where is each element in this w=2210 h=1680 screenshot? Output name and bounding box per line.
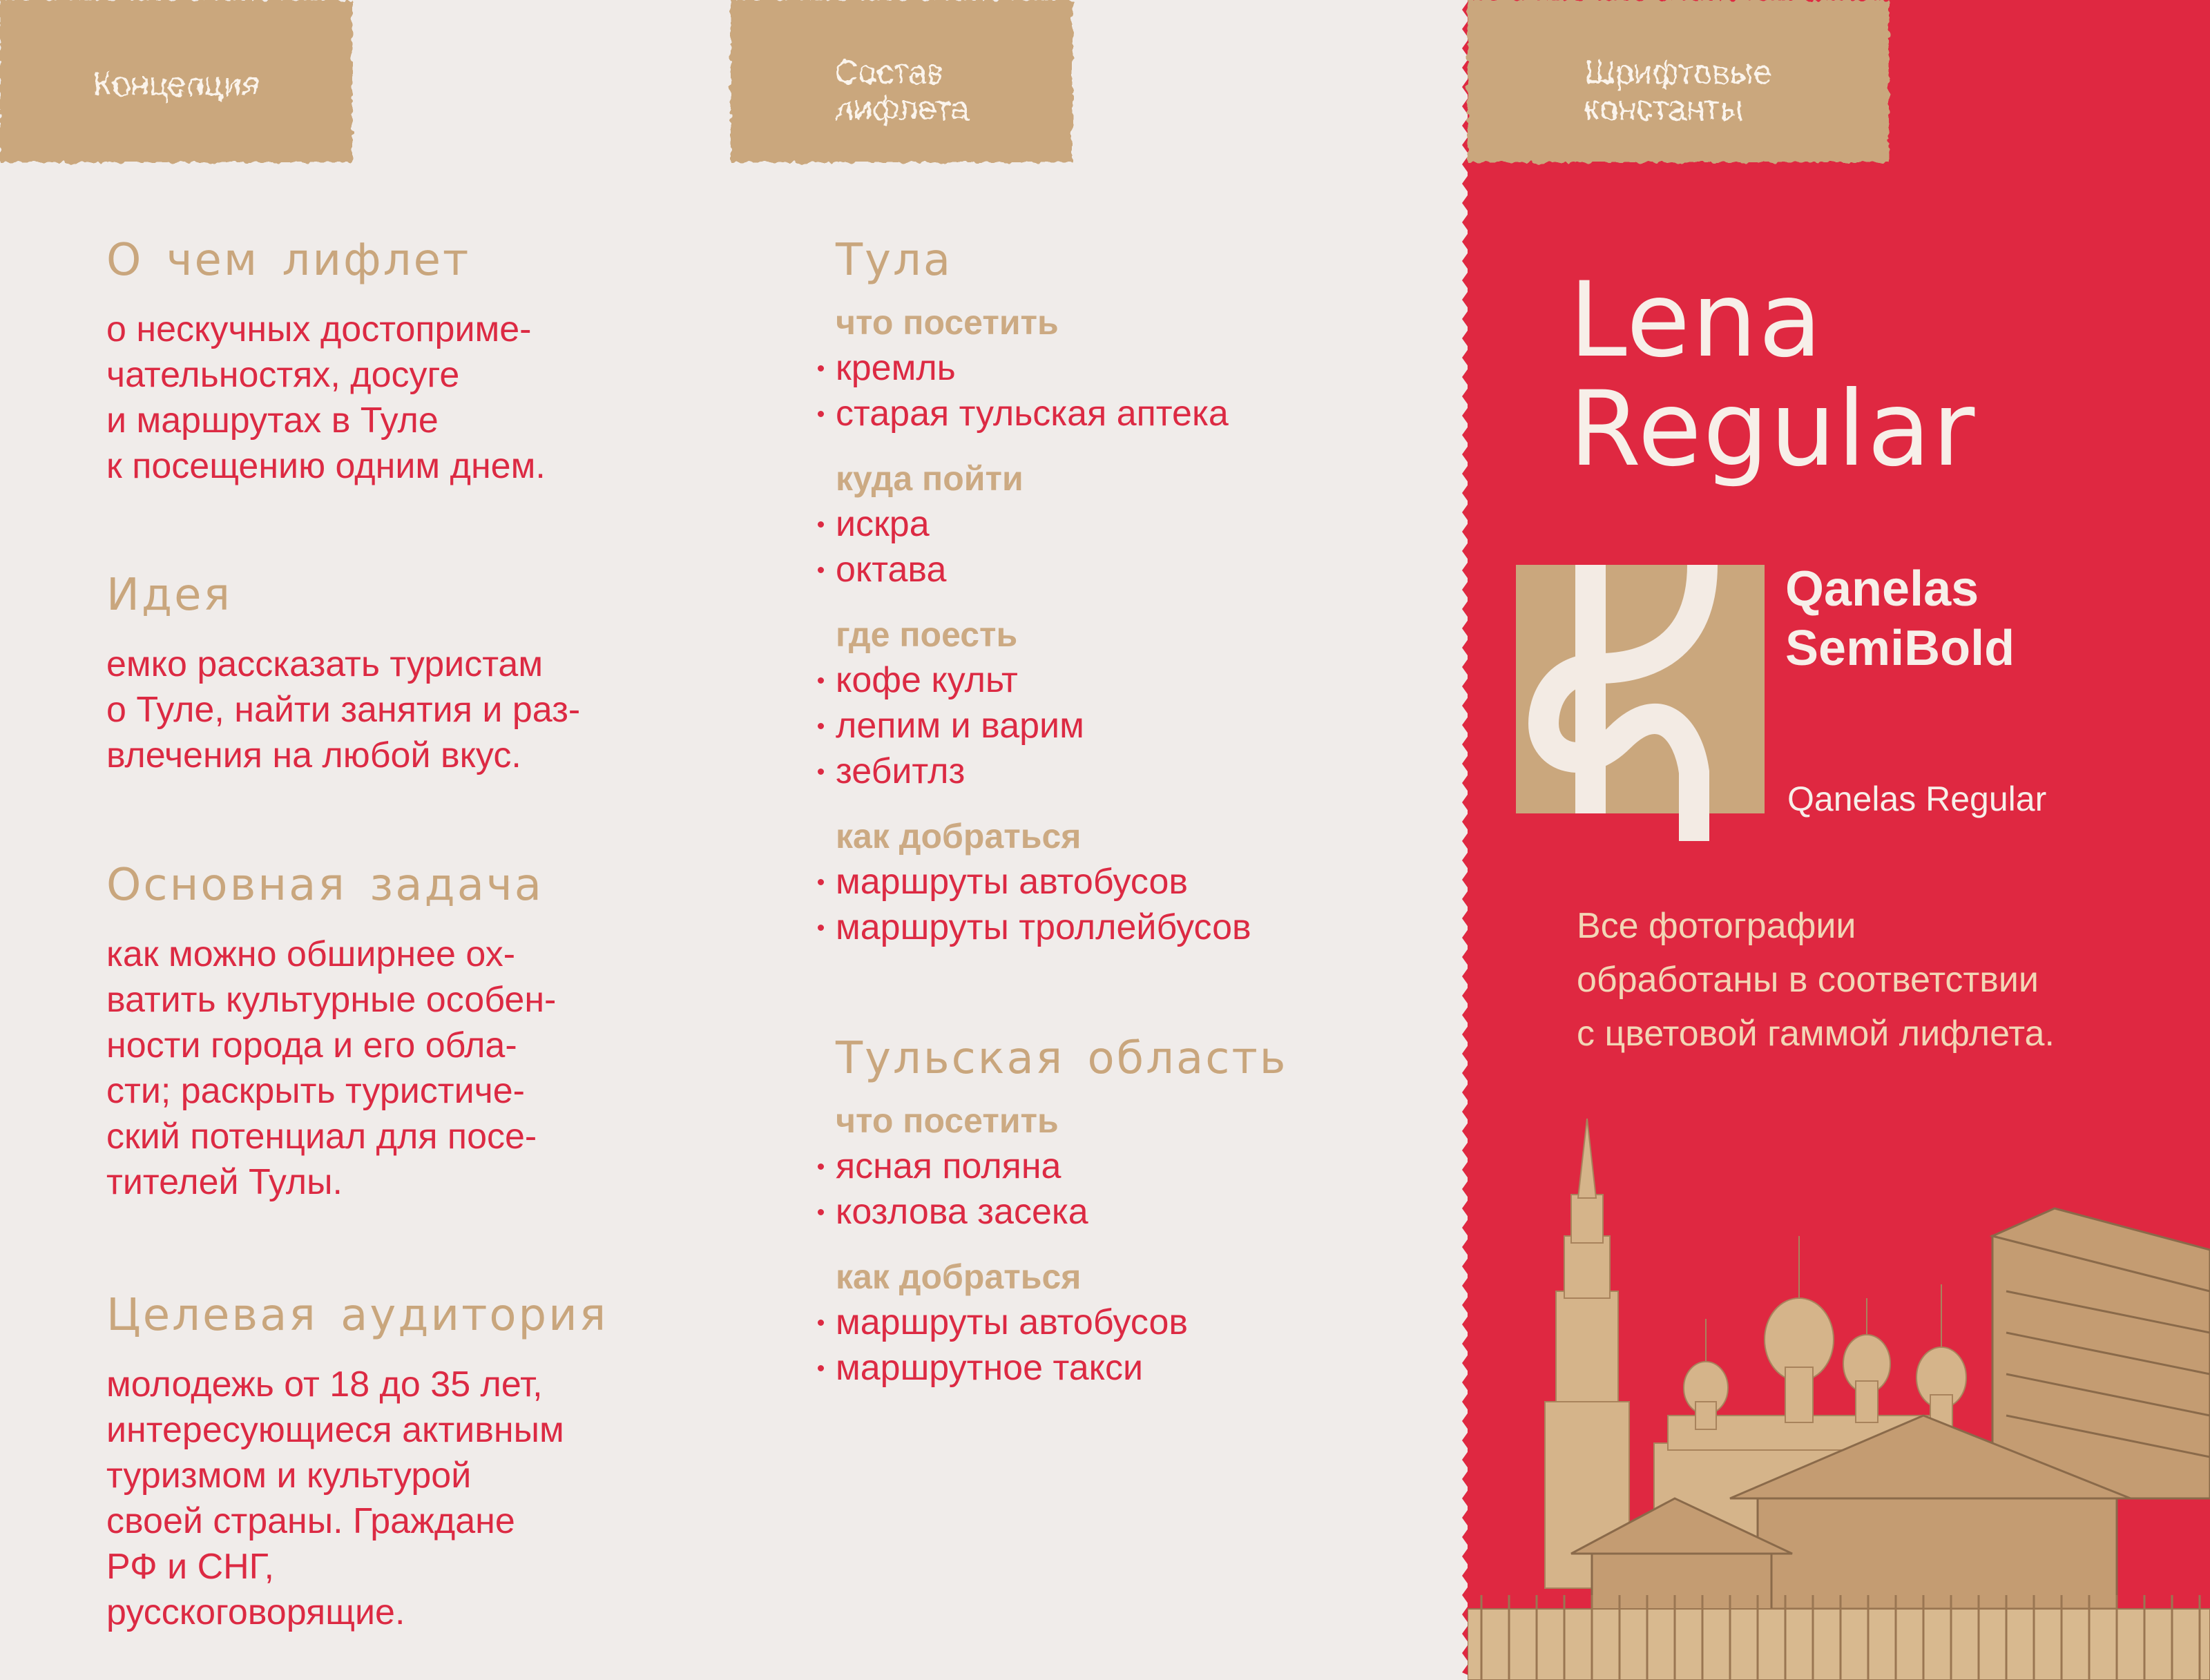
list-item: ясная поляна	[836, 1143, 1388, 1189]
group	[836, 300, 1388, 436]
semibold-line1: Qanelas	[1785, 561, 1979, 617]
display-line2: Regular	[1569, 369, 1977, 490]
region-title: Тульская область	[836, 1033, 1288, 1084]
group	[836, 612, 1388, 794]
tula-title: Тула	[836, 235, 953, 286]
section-idea	[106, 570, 580, 778]
group-label: где поесть	[836, 615, 1018, 654]
group-label: что посетить	[836, 303, 1059, 342]
section-about	[106, 235, 546, 489]
qanelas-semibold-sample	[1785, 559, 2015, 678]
composition-column	[836, 235, 1388, 1391]
list-item: козлова засека	[836, 1189, 1388, 1235]
tab-label: Шрифтовые константы	[1584, 54, 1772, 127]
tab-label: Концепция	[93, 66, 260, 103]
photo-note: Все фотографии обработаны в соответствии с цветовой гаммой лифлета.	[1577, 906, 2055, 1054]
section-title: Целевая аудитория	[106, 1290, 608, 1341]
list-item: искра	[836, 501, 1388, 547]
group	[836, 1098, 1388, 1235]
section-text: как можно обширнее ох- ватить культурные особен- ности города и его обла- сти; раскрыть туристиче- ский потенциал для посе- тителей Тулы.	[106, 934, 557, 1202]
tula-groups	[836, 300, 1388, 950]
list-item: маршрутное такси	[836, 1345, 1388, 1391]
list-item: кремль	[836, 345, 1388, 391]
tab-composition	[731, 0, 1073, 162]
tab-fonts	[1468, 0, 1889, 162]
section-text: молодежь от 18 до 35 лет, интересующиеся активным туризмом и культурой своей страны. Граждане РФ и СНГ, русскоговорящие.	[106, 1364, 564, 1632]
list-item: маршруты автобусов	[836, 1300, 1388, 1345]
lena-regular-sample	[1569, 260, 2191, 490]
display-line1: Lena	[1569, 260, 1824, 380]
list-item: октава	[836, 547, 1388, 592]
kremlin-illustration	[1468, 1112, 2210, 1680]
qanelas-regular-sample: Qanelas Regular	[1787, 780, 2047, 818]
section-title: Основная задача	[106, 860, 544, 911]
group	[836, 456, 1388, 592]
section-audience	[106, 1290, 608, 1635]
group-label: как добраться	[836, 1257, 1082, 1296]
list-item: маршруты автобусов	[836, 859, 1388, 905]
list-item: кофе культ	[836, 657, 1388, 703]
group-label: что посетить	[836, 1101, 1059, 1140]
list-item: зебитлз	[836, 749, 1388, 794]
section-text: емко рассказать туристам о Туле, найти занятия и раз- влечения на любой вкус.	[106, 644, 581, 775]
fonts-column	[1569, 260, 2191, 490]
semibold-line2: SemiBold	[1785, 621, 2015, 676]
section-text: о нескучных достоприме- чательностях, досуге и маршрутах в Туле к посещению одним днем.	[106, 309, 546, 486]
group-label: куда пойти	[836, 459, 1024, 498]
list-item: маршруты троллейбусов	[836, 905, 1388, 950]
section-title: Идея	[106, 570, 232, 621]
tab-label: Состав лифлета	[834, 54, 969, 127]
region-groups	[836, 1098, 1388, 1391]
k-logo-icon	[1516, 565, 1765, 848]
group	[836, 1254, 1388, 1391]
tab-concept	[0, 0, 352, 162]
list-item: лепим и варим	[836, 703, 1388, 749]
list-item: старая тульская аптека	[836, 391, 1388, 436]
section-title: О чем лифлет	[106, 235, 471, 286]
section-task	[106, 860, 556, 1205]
group-label: как добраться	[836, 817, 1082, 856]
group	[836, 813, 1388, 950]
